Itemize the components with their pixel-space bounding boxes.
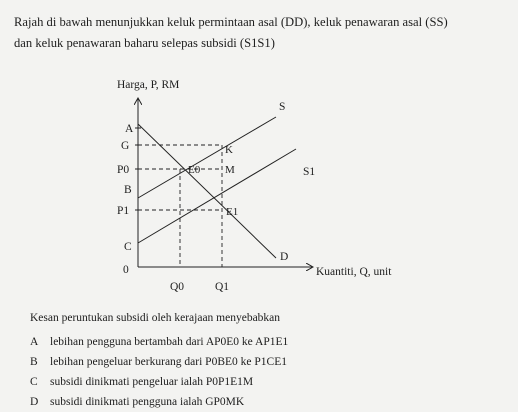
supply-curve-s: [138, 117, 276, 198]
y-tick-g: G: [121, 140, 130, 152]
point-e1: E1: [226, 206, 239, 218]
option-text: lebihan pengguna bertambah dari AP0E0 ke AP1E1: [50, 336, 289, 348]
option-b[interactable]: [30, 352, 288, 372]
question-line-1: Rajah di bawah menunjukkan keluk permintaan asal (DD), keluk penawaran asal (SS): [14, 15, 448, 29]
x-axis-label: Kuantiti, Q, unit: [316, 266, 392, 278]
supply-curve-s1: [138, 149, 296, 243]
option-d[interactable]: [30, 392, 288, 412]
option-text: subsidi dinikmati pengguna ialah GP0MK: [50, 396, 245, 408]
label-s1: S1: [303, 166, 316, 178]
label-d: D: [280, 251, 289, 263]
question-stem: Kesan peruntukan subsidi oleh kerajaan menyebabkan: [30, 312, 281, 324]
point-m: M: [225, 164, 235, 176]
point-k: K: [225, 144, 233, 156]
option-letter: C: [30, 376, 38, 388]
y-tick-p0: P0: [117, 164, 130, 176]
label-s: S: [279, 101, 286, 113]
option-a[interactable]: [30, 332, 288, 352]
origin-label: 0: [123, 264, 129, 276]
y-axis-label: Harga, P, RM: [117, 79, 180, 91]
option-text: lebihan pengeluar berkurang dari P0BE0 ke P1CE1: [50, 356, 287, 368]
option-letter: D: [30, 396, 39, 408]
x-tick-q0: Q0: [170, 281, 185, 293]
y-tick-p1: P1: [117, 205, 130, 217]
option-text: subsidi dinikmati pengeluar ialah P0P1E1M: [50, 376, 254, 388]
option-letter: A: [30, 336, 39, 348]
point-e0: E0: [188, 164, 201, 176]
option-c[interactable]: [30, 372, 288, 392]
y-tick-a: A: [125, 123, 134, 135]
answer-options: [30, 332, 288, 412]
y-tick-b: B: [124, 184, 132, 196]
x-tick-q1: Q1: [215, 281, 230, 293]
y-tick-c: C: [124, 241, 132, 253]
option-letter: B: [30, 356, 38, 368]
question-line-2: dan keluk penawaran baharu selepas subsidi (S1S1): [14, 36, 275, 50]
demand-curve-d: [138, 124, 276, 258]
